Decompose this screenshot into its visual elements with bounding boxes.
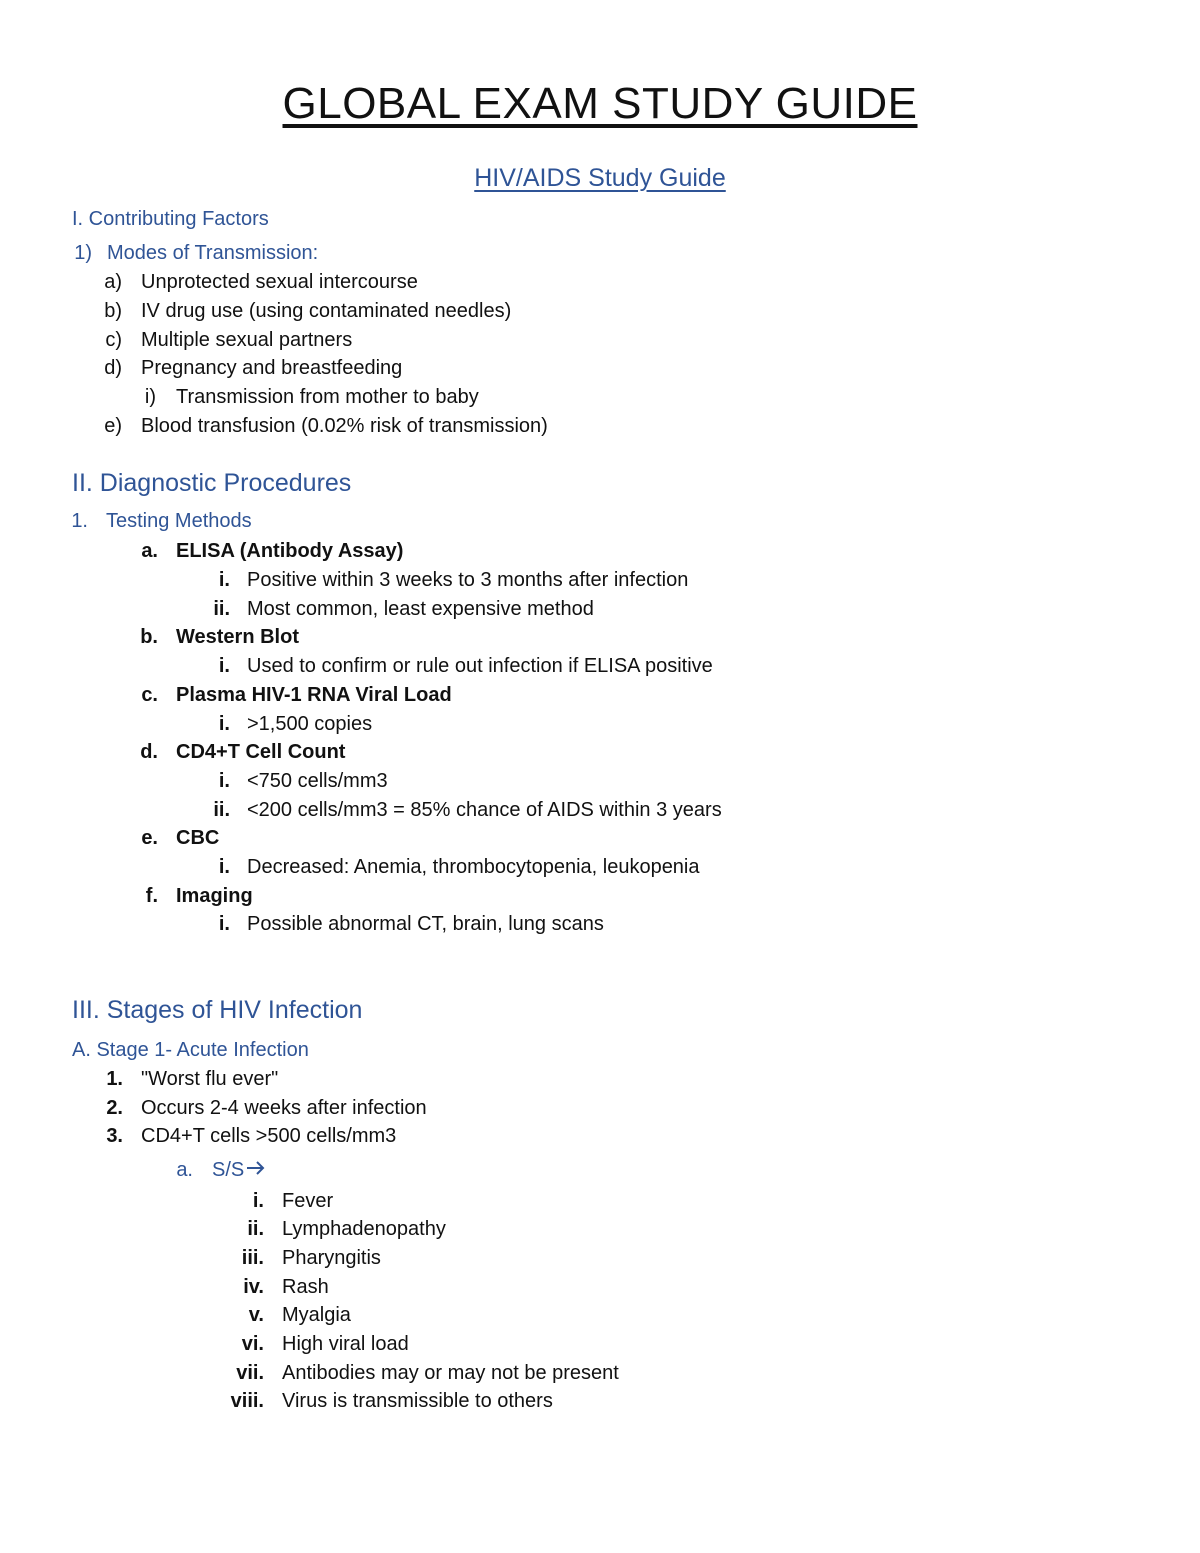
symptoms-label: [212, 1160, 266, 1180]
list-item: Pharyngitis: [282, 1247, 381, 1269]
list-marker: ii.: [247, 1218, 264, 1240]
method-heading: Plasma HIV-1 RNA Viral Load: [176, 684, 452, 706]
list-marker: i.: [218, 713, 230, 735]
list-marker: d.: [140, 741, 158, 763]
method-heading: CD4+T Cell Count: [176, 741, 346, 763]
list-marker: v.: [248, 1304, 264, 1326]
list-marker: i): [144, 386, 156, 408]
list-marker: i.: [218, 856, 230, 878]
list-marker: 1.: [71, 510, 88, 532]
list-marker: a.: [141, 540, 158, 562]
list-item: Rash: [282, 1276, 329, 1298]
list-marker: c.: [141, 684, 158, 706]
section-1-subheading: Modes of Transmission:: [107, 242, 319, 264]
stage-heading: A. Stage 1- Acute Infection: [72, 1039, 309, 1061]
section-2-subheading: Testing Methods: [106, 510, 252, 532]
section-3-heading: III. Stages of HIV Infection: [72, 996, 363, 1024]
list-marker: c): [105, 329, 122, 351]
list-marker: i.: [218, 569, 230, 591]
list-item: "Worst flu ever": [141, 1068, 279, 1090]
list-item: Blood transfusion (0.02% risk of transmission): [141, 415, 548, 437]
list-marker: 1): [74, 242, 92, 264]
list-marker: 3.: [106, 1125, 123, 1147]
page-subtitle: HIV/AIDS Study Guide: [474, 164, 726, 192]
method-heading: ELISA (Antibody Assay): [176, 540, 404, 562]
list-item: Virus is transmissible to others: [282, 1390, 553, 1412]
list-item: <200 cells/mm3 = 85% chance of AIDS within 3 years: [247, 799, 722, 821]
list-marker: a.: [176, 1159, 193, 1181]
list-marker: e): [104, 415, 122, 437]
list-item: Occurs 2-4 weeks after infection: [141, 1097, 427, 1119]
list-item: Possible abnormal CT, brain, lung scans: [247, 913, 604, 935]
page-title: GLOBAL EXAM STUDY GUIDE: [282, 79, 918, 128]
list-marker: f.: [145, 885, 158, 907]
list-marker: d): [104, 357, 122, 379]
list-marker: b): [104, 300, 122, 322]
section-1-heading: I. Contributing Factors: [72, 208, 269, 230]
list-marker: vii.: [236, 1362, 264, 1384]
list-item: Most common, least expensive method: [247, 598, 594, 620]
method-heading: Western Blot: [176, 626, 299, 648]
list-marker: i.: [218, 913, 230, 935]
list-marker: e.: [141, 827, 158, 849]
list-marker: iii.: [241, 1247, 264, 1269]
list-marker: i.: [218, 770, 230, 792]
list-item: >1,500 copies: [247, 713, 373, 735]
list-marker: i.: [252, 1190, 264, 1212]
list-marker: iv.: [243, 1276, 264, 1298]
list-marker: ii.: [213, 799, 230, 821]
list-item: Multiple sexual partners: [141, 329, 353, 351]
list-item: Pregnancy and breastfeeding: [141, 357, 403, 379]
list-item: High viral load: [282, 1333, 409, 1355]
list-marker: a): [104, 271, 122, 293]
list-item: Lymphadenopathy: [282, 1218, 446, 1240]
list-item: Positive within 3 weeks to 3 months after infection: [247, 569, 689, 591]
list-marker: i.: [218, 655, 230, 677]
list-item: IV drug use (using contaminated needles): [141, 300, 512, 322]
list-marker: ii.: [213, 598, 230, 620]
arrow-right-icon: [246, 1160, 266, 1180]
list-item: <750 cells/mm3: [247, 770, 388, 792]
list-item: Antibodies may or may not be present: [282, 1362, 619, 1384]
section-2-heading: II. Diagnostic Procedures: [72, 469, 352, 497]
list-item: CD4+T cells >500 cells/mm3: [141, 1125, 397, 1147]
method-heading: Imaging: [176, 885, 253, 907]
list-item: Myalgia: [282, 1304, 351, 1326]
list-item: Decreased: Anemia, thrombocytopenia, leukopenia: [247, 856, 700, 878]
method-heading: CBC: [176, 827, 220, 849]
list-item: Transmission from mother to baby: [176, 386, 479, 408]
list-marker: 1.: [106, 1068, 123, 1090]
list-item: Unprotected sexual intercourse: [141, 271, 418, 293]
list-marker: b.: [140, 626, 158, 648]
list-item: Used to confirm or rule out infection if ELISA positive: [247, 655, 713, 677]
list-marker: vi.: [241, 1333, 264, 1355]
list-marker: viii.: [230, 1390, 264, 1412]
symptoms-label-text: S/S: [212, 1159, 245, 1181]
list-item: Fever: [282, 1190, 334, 1212]
list-marker: 2.: [106, 1097, 123, 1119]
